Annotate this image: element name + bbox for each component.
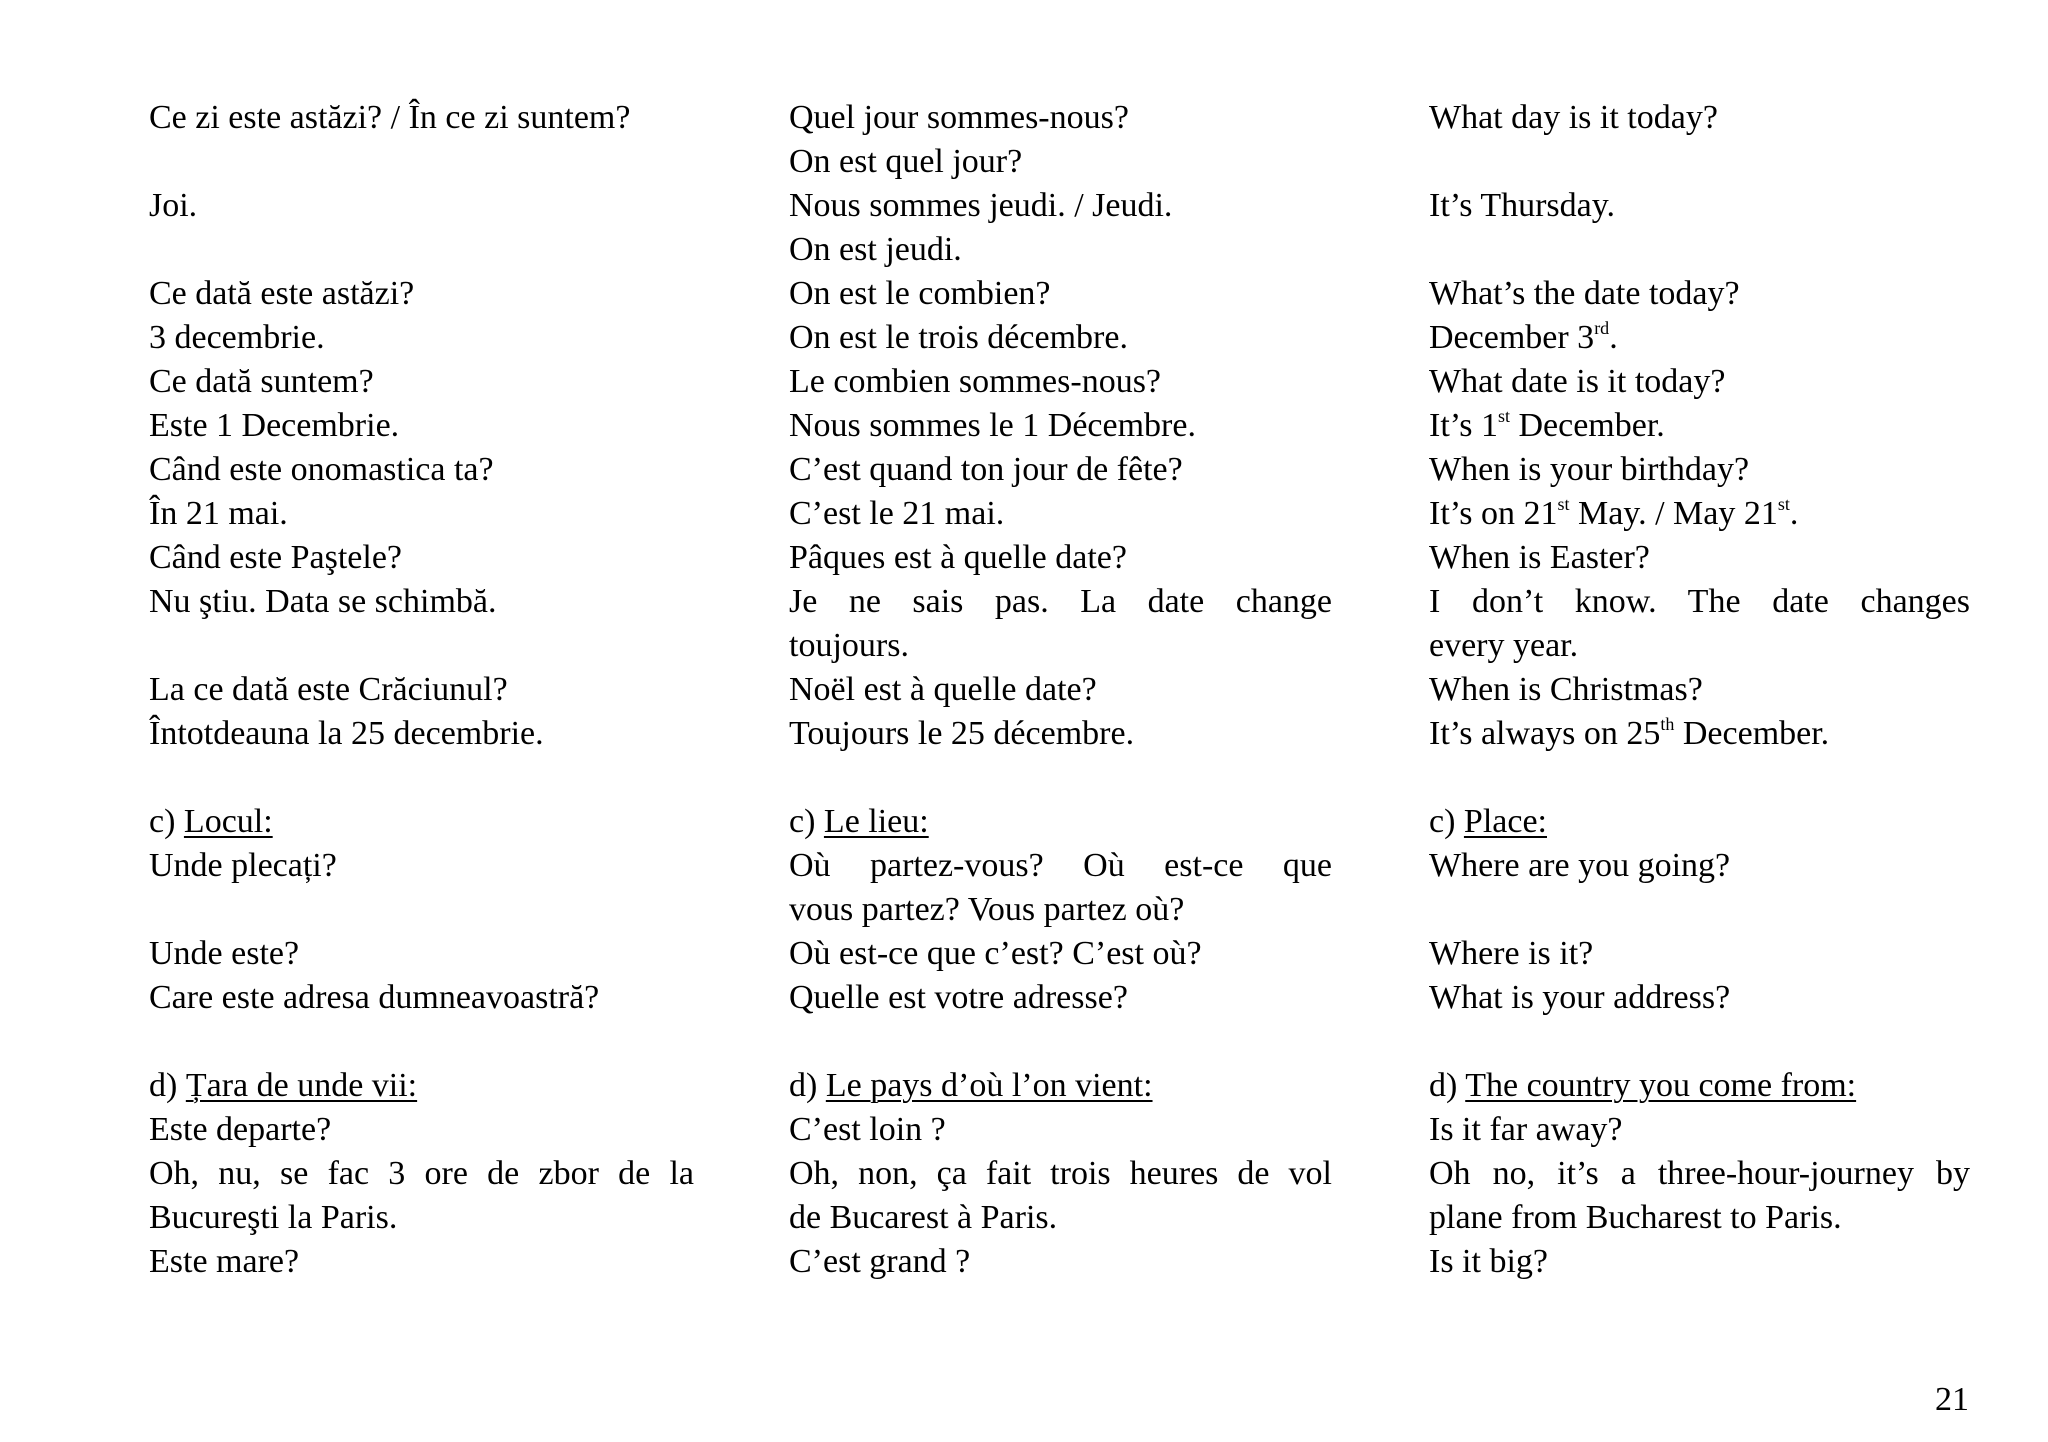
romanian-column: [149, 96, 694, 1284]
ro-line: Care este adresa dumneavoastră?: [149, 979, 600, 1016]
en-section-d-heading: d) The country you come from:: [1429, 1067, 1857, 1104]
ro-line: Când este Paştele?: [149, 539, 403, 576]
en-line: Where is it?: [1429, 935, 1594, 972]
en-section-c-heading: c) Place:: [1429, 803, 1547, 840]
fr-line: Où partez-vous? Où est-ce que: [789, 847, 1332, 884]
en-line: Where are you going?: [1429, 847, 1731, 884]
fr-line: C’est loin ?: [789, 1111, 946, 1148]
en-line: It’s always on 25th December.: [1429, 713, 1830, 752]
en-line: When is Easter?: [1429, 539, 1650, 576]
fr-line: On est jeudi.: [789, 231, 962, 268]
fr-line: C’est le 21 mai.: [789, 495, 1005, 532]
en-line: Is it far away?: [1429, 1111, 1623, 1148]
en-line: December 3rd.: [1429, 317, 1618, 356]
ro-line: La ce dată este Crăciunul?: [149, 671, 508, 708]
fr-line: Où est-ce que c’est? C’est où?: [789, 935, 1202, 972]
ro-line: Ce dată este astăzi?: [149, 275, 415, 312]
en-line: What’s the date today?: [1429, 275, 1740, 312]
fr-line: toujours.: [789, 627, 909, 664]
ro-line: Unde plecați?: [149, 847, 337, 884]
en-line: Oh no, it’s a three-hour-journey by: [1429, 1155, 1970, 1192]
en-line: What date is it today?: [1429, 363, 1726, 400]
fr-line: Toujours le 25 décembre.: [789, 715, 1135, 752]
en-line: I don’t know. The date changes: [1429, 583, 1970, 620]
en-line: What is your address?: [1429, 979, 1731, 1016]
en-line: It’s Thursday.: [1429, 187, 1616, 224]
en-line: What day is it today?: [1429, 99, 1718, 136]
fr-line: On est le combien?: [789, 275, 1051, 312]
ro-line: În 21 mai.: [149, 495, 288, 532]
fr-line: Oh, non, ça fait trois heures de vol: [789, 1155, 1332, 1192]
en-line: When is your birthday?: [1429, 451, 1750, 488]
fr-line: Nous sommes jeudi. / Jeudi.: [789, 187, 1173, 224]
page-number: 21: [1935, 1381, 1969, 1418]
ro-line: Ce zi este astăzi? / În ce zi suntem?: [149, 99, 631, 136]
ro-line: Este mare?: [149, 1243, 300, 1280]
ro-line: 3 decembrie.: [149, 319, 325, 356]
english-column: [1429, 96, 1970, 1284]
fr-line: vous partez? Vous partez où?: [789, 891, 1185, 928]
fr-line: Nous sommes le 1 Décembre.: [789, 407, 1196, 444]
ro-line: Joi.: [149, 187, 198, 224]
ro-line: Nu ştiu. Data se schimbă.: [149, 583, 497, 620]
fr-line: Le combien sommes-nous?: [789, 363, 1162, 400]
ro-line: Oh, nu, se fac 3 ore de zbor de la: [149, 1155, 694, 1192]
french-column: [789, 96, 1332, 1284]
en-line: It’s 1st December.: [1429, 405, 1665, 444]
fr-line: On est le trois décembre.: [789, 319, 1128, 356]
ro-line: Este departe?: [149, 1111, 332, 1148]
ro-section-d-heading: d) Țara de unde vii:: [149, 1067, 418, 1104]
ro-line: Când este onomastica ta?: [149, 451, 494, 488]
ro-line: Este 1 Decembrie.: [149, 407, 400, 444]
ro-line: Unde este?: [149, 935, 300, 972]
fr-line: C’est quand ton jour de fête?: [789, 451, 1183, 488]
en-line: When is Christmas?: [1429, 671, 1703, 708]
fr-line: On est quel jour?: [789, 143, 1023, 180]
fr-line: Je ne sais pas. La date change: [789, 583, 1332, 620]
ro-line: Ce dată suntem?: [149, 363, 374, 400]
ro-section-c-heading: c) Locul:: [149, 803, 273, 840]
ro-line: Întotdeauna la 25 decembrie.: [149, 715, 544, 752]
en-line: Is it big?: [1429, 1243, 1548, 1280]
fr-line: Quel jour sommes-nous?: [789, 99, 1129, 136]
fr-line: C’est grand ?: [789, 1243, 971, 1280]
ro-line: Bucureşti la Paris.: [149, 1199, 398, 1236]
fr-section-d-heading: d) Le pays d’où l’on vient:: [789, 1067, 1153, 1104]
fr-line: Pâques est à quelle date?: [789, 539, 1127, 576]
fr-section-c-heading: c) Le lieu:: [789, 803, 929, 840]
en-line: plane from Bucharest to Paris.: [1429, 1199, 1842, 1236]
en-line: It’s on 21st May. / May 21st.: [1429, 493, 1799, 532]
en-line: every year.: [1429, 627, 1579, 664]
fr-line: Noël est à quelle date?: [789, 671, 1097, 708]
fr-line: Quelle est votre adresse?: [789, 979, 1128, 1016]
fr-line: de Bucarest à Paris.: [789, 1199, 1058, 1236]
